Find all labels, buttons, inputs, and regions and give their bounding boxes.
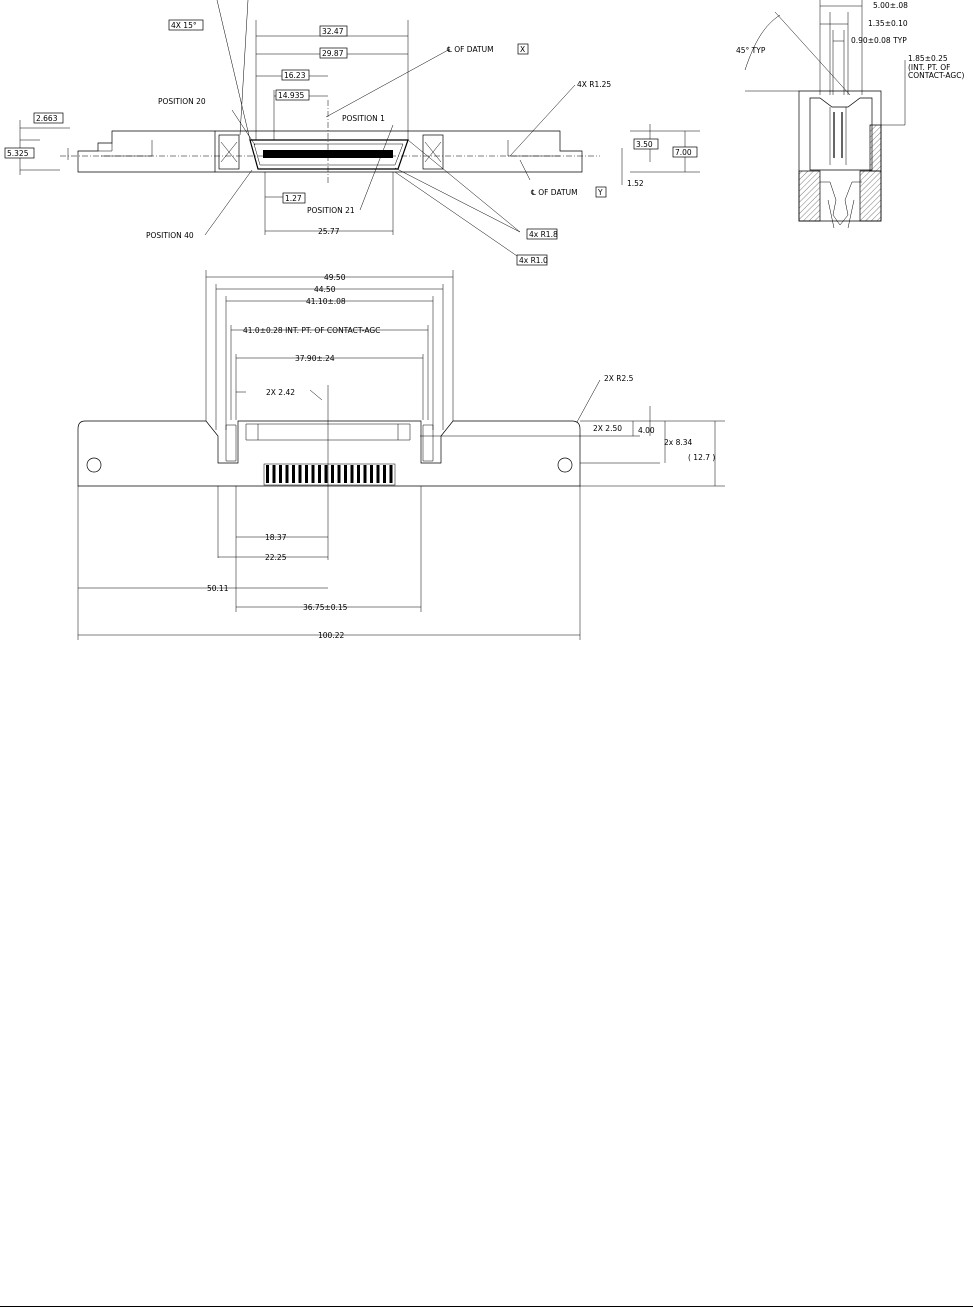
position-40-label: POSITION 40 <box>146 231 194 240</box>
contact-pin <box>325 465 328 483</box>
datum-x-box: X <box>520 45 526 54</box>
dim-5011: 50.11 <box>207 584 229 593</box>
dim-5325: 5.325 <box>7 149 29 158</box>
contact-pin <box>299 465 302 483</box>
angle-45: 45° TYP <box>736 46 766 55</box>
dim-127-front: ( 12.7 ) <box>688 453 716 462</box>
contact-pin <box>383 465 386 483</box>
dim-4950: 49.50 <box>324 273 346 282</box>
contact-pin <box>390 465 393 483</box>
dim-3790: 37.90±.24 <box>295 354 335 363</box>
dim-250: 2X 2.50 <box>593 424 622 433</box>
angle-callout: 4X 15° <box>171 21 197 30</box>
dim-185-note1: (INT. PT. OF <box>908 63 951 72</box>
datum-y-box: Y <box>598 188 603 197</box>
pin-row <box>266 465 393 483</box>
bottom-rule <box>0 1306 973 1307</box>
contact-pin <box>338 465 341 483</box>
contact-pin <box>312 465 315 483</box>
position-20-label: POSITION 20 <box>158 97 206 106</box>
contact-pin <box>351 465 354 483</box>
front-view-outline <box>78 421 580 486</box>
r25-label: 2X R2.5 <box>604 374 634 383</box>
dim-1837: 18.37 <box>265 533 287 542</box>
datum-y-label: ℄ OF DATUM <box>531 188 578 197</box>
dim-834: 2x 8.34 <box>664 438 693 447</box>
front-view <box>78 270 725 640</box>
dim-2225: 22.25 <box>265 553 287 562</box>
dim-14935: 14.935 <box>278 91 305 100</box>
mount-hole-left <box>87 458 101 472</box>
contact-pin <box>305 465 308 483</box>
dim-185-note2: CONTACT-AGC) <box>908 71 965 80</box>
dim-135: 1.35±0.10 <box>868 19 908 28</box>
dim-090: 0.90±0.08 TYP <box>851 36 907 45</box>
r10-label: 4x R1.0 <box>519 256 548 265</box>
dim-500: 5.00±.08 <box>873 1 908 10</box>
dim-3675: 36.75±0.15 <box>303 603 348 612</box>
dim-350: 3.50 <box>636 140 653 149</box>
dim-185: 1.85±0.25 <box>908 54 948 63</box>
dim-242: 2X 2.42 <box>266 388 295 397</box>
dim-127: 1.27 <box>285 194 302 203</box>
contact-pin <box>364 465 367 483</box>
dim-400: 4.00 <box>638 426 655 435</box>
position-21-label: POSITION 21 <box>307 206 355 215</box>
dim-2577: 25.77 <box>318 227 340 236</box>
dim-700: 7.00 <box>675 148 692 157</box>
contact-pin <box>286 465 289 483</box>
dim-10022: 100.22 <box>318 631 345 640</box>
contact-pin <box>357 465 360 483</box>
contact-pin <box>370 465 373 483</box>
contact-pin <box>377 465 380 483</box>
r125-label: 4X R1.25 <box>577 80 612 89</box>
dim-4450: 44.50 <box>314 285 336 294</box>
contact-pin <box>273 465 276 483</box>
contact-pin <box>292 465 295 483</box>
contact-pin <box>344 465 347 483</box>
top-view-outline <box>78 131 215 172</box>
dim-1623: 16.23 <box>284 71 306 80</box>
r18-label: 4x R1.8 <box>529 230 558 239</box>
top-view <box>5 0 700 265</box>
contact-pin <box>318 465 321 483</box>
dim-4110: 41.10±.08 <box>306 297 346 306</box>
dim-2987: 29.87 <box>322 49 344 58</box>
contact-pin <box>266 465 269 483</box>
datum-x-label: ℄ OF DATUM <box>447 45 494 54</box>
position-1-label: POSITION 1 <box>342 114 385 123</box>
side-view <box>736 0 964 228</box>
dim-4100: 41.0±0.28 INT. PT. OF CONTACT-AGC <box>243 326 381 335</box>
dim-2663: 2.663 <box>36 114 58 123</box>
contact-pin <box>331 465 334 483</box>
dim-152: 1.52 <box>627 179 644 188</box>
dim-3247: 32.47 <box>322 27 344 36</box>
mount-hole-right <box>558 458 572 472</box>
contact-pin <box>279 465 282 483</box>
